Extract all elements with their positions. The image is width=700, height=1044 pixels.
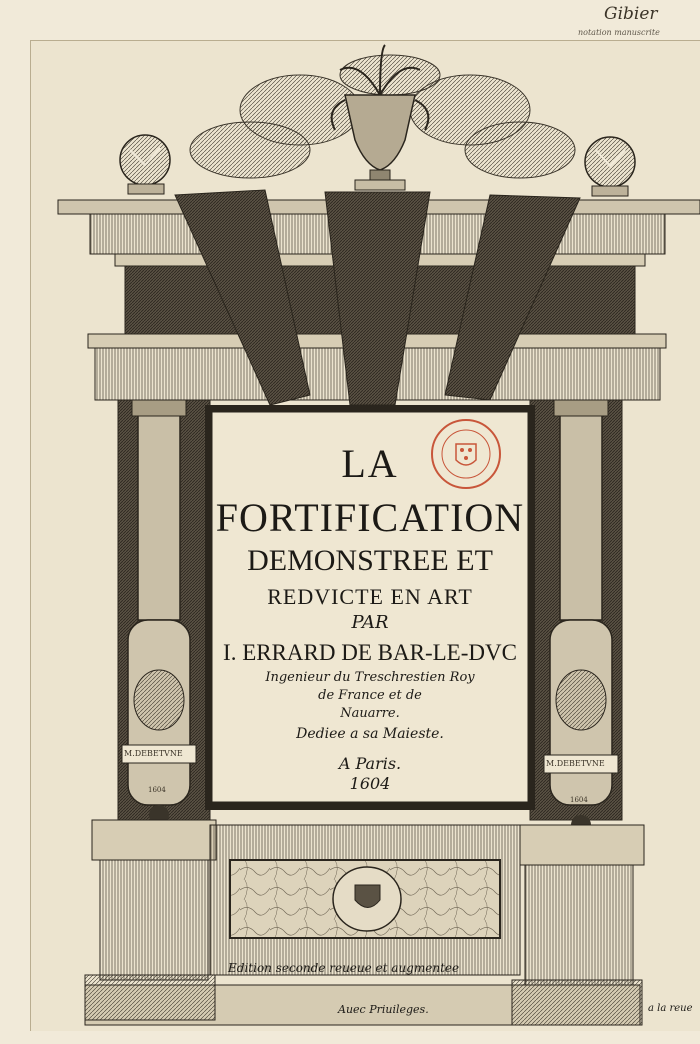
title-line-par: PAR — [351, 612, 389, 633]
privilege-line: Auec Priuileges. — [338, 1003, 429, 1016]
title-line-la: LA — [341, 441, 399, 486]
author-title-line-2: de France et de — [318, 688, 422, 703]
left-bomb — [120, 135, 170, 194]
right-bomb — [585, 137, 635, 196]
author-title-line: Ingenieur du Treschrestien Roy — [265, 670, 475, 685]
year-line: 1604 — [349, 774, 391, 793]
author-title-line-3: Nauarre. — [340, 706, 400, 721]
dedication-line: Dediee a sa Maieste. — [296, 726, 444, 742]
left-cannon-year: 1604 — [148, 786, 166, 794]
place-line: A Paris. — [338, 754, 402, 773]
right-cannon-year: 1604 — [570, 796, 588, 804]
handwritten-note: notation manuscrite — [578, 28, 660, 37]
title-line-fortification: FORTIFICATION — [215, 495, 525, 540]
edition-line: Edition seconde reueue et augmentee — [228, 961, 460, 975]
corner-note: a la reue — [648, 1003, 693, 1014]
handwritten-name: Gibier — [604, 4, 658, 24]
title-line-demonstree: DEMONSTREE ET — [247, 544, 493, 577]
title-block — [212, 412, 528, 802]
title-line-redvicte: REDVICTE EN ART — [267, 584, 473, 609]
pedestal — [85, 820, 644, 1025]
author-line: I. ERRARD DE BAR-LE-DVC — [223, 640, 517, 665]
right-cannon-label: M.DEBETVNE — [546, 759, 605, 768]
left-cannon-label: M.DEBETVNE — [124, 749, 183, 758]
